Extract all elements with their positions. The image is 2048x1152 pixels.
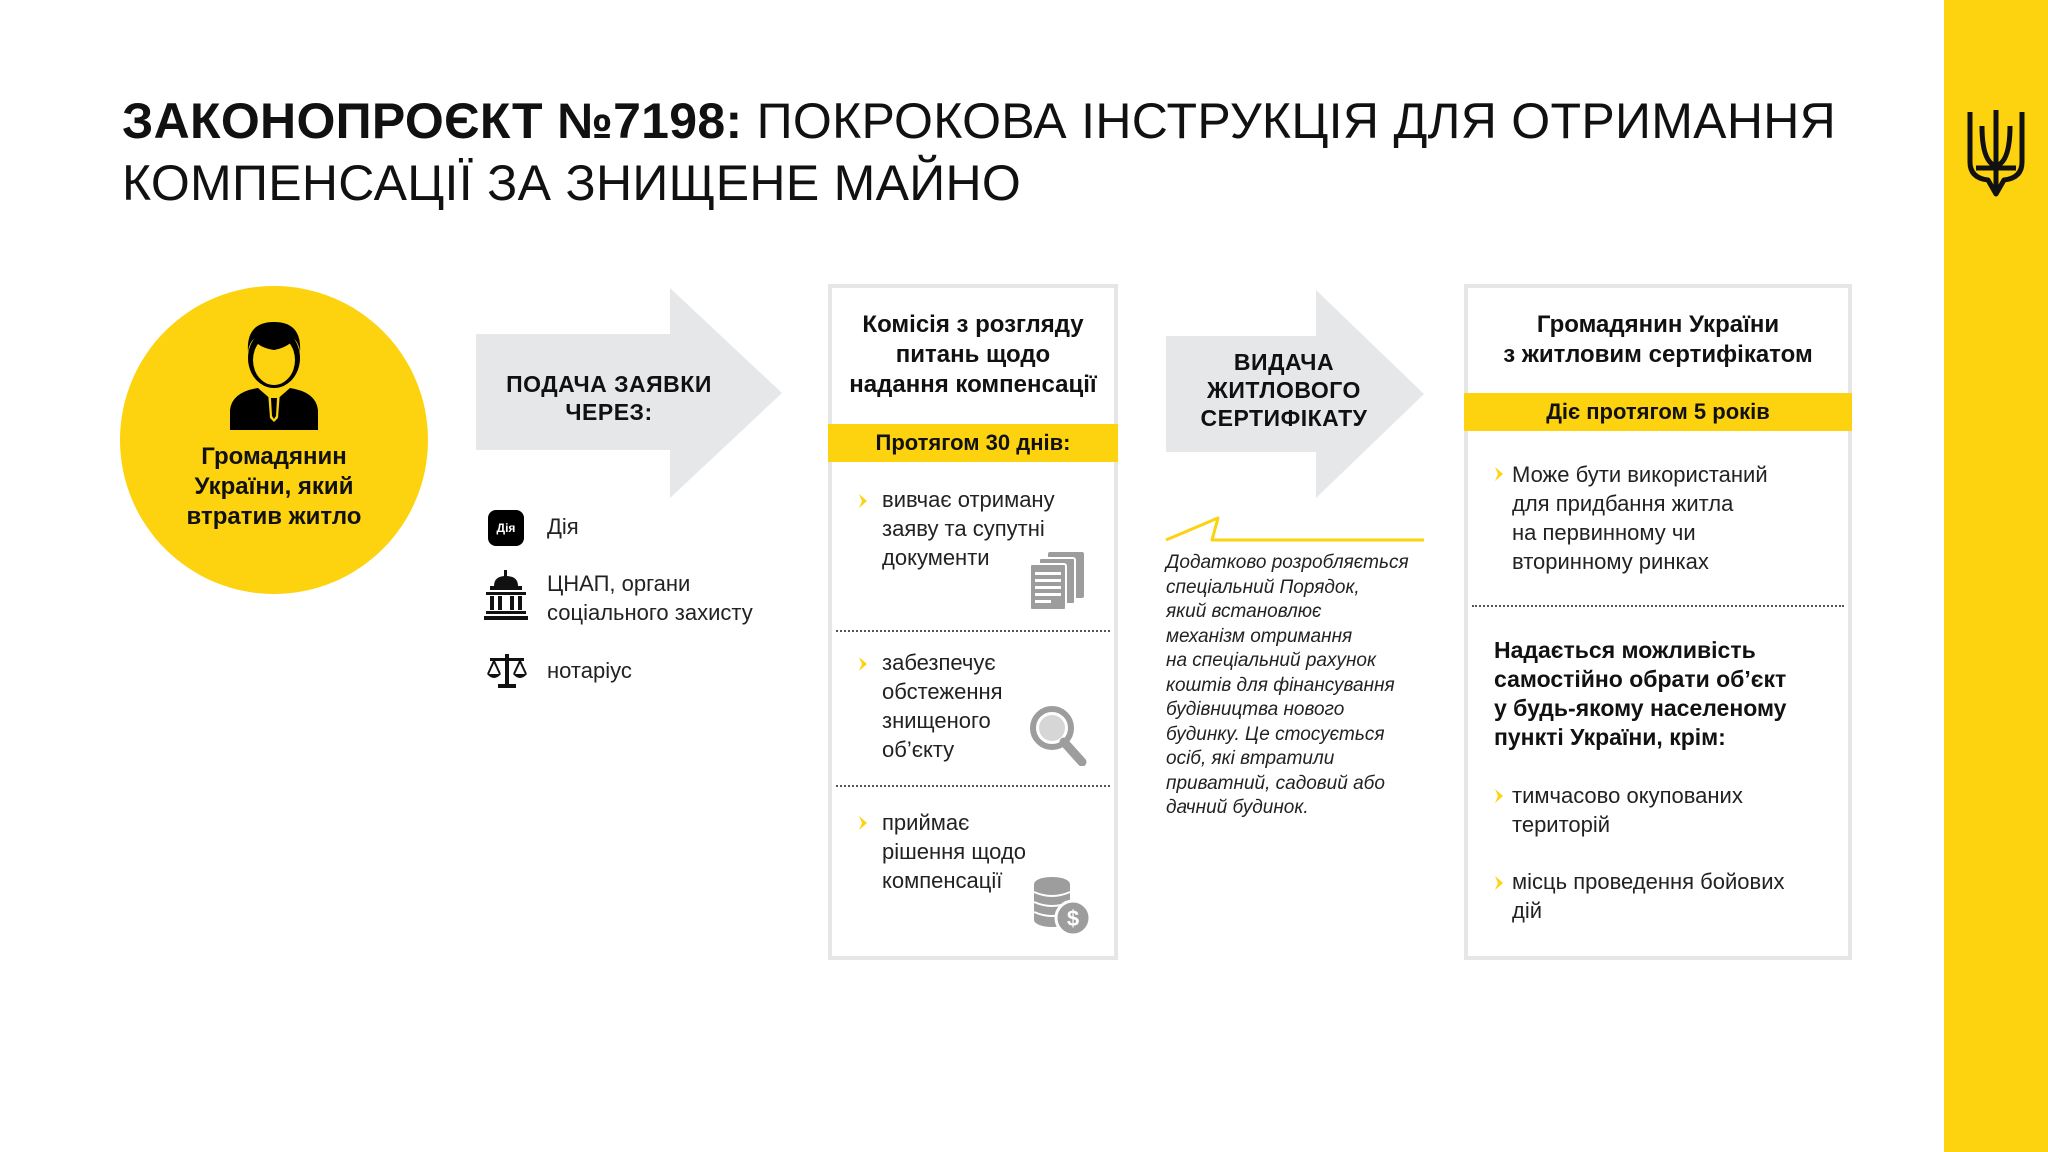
- chevron-right-icon: [1494, 876, 1504, 890]
- certificate-title: Громадянин України з житловим сертифікатом: [1503, 311, 1813, 368]
- commission-title: Комісія з розгляду питань щодо надання компенсації: [849, 311, 1097, 398]
- certificate-usage: Може бути використаний для придбання житла на первинному чи вторинному ринках: [1512, 462, 1768, 574]
- exception-occupied: тимчасово окупованих територій: [1512, 783, 1743, 837]
- commission-item-2: забезпечує обстеження знищеного об’єкту: [882, 650, 1003, 762]
- commission-item-3: приймає рішення щодо компенсації: [882, 810, 1027, 893]
- title-rest: ПОКРОКОВА ІНСТРУКЦІЯ ДЛЯ ОТРИМАННЯ: [742, 93, 1837, 149]
- commission-item-1: вивчає отриману заяву та супутні документи: [882, 487, 1055, 570]
- scales-icon: [486, 652, 528, 690]
- region-heading: Надається можливість самостійно обрати об’єкт у будь-якому населеному пункті України, крім:: [1494, 637, 1787, 750]
- callout-line: [1164, 512, 1426, 542]
- step2-label: ВИДАЧА ЖИТЛОВОГО СЕРТИФІКАТУ: [1200, 349, 1368, 431]
- separator: [1472, 605, 1844, 607]
- additional-note: Додатково розробляється спеціальний Порядок, який встановлює механізм отримання на спеціальний рахунок коштів для фінансування будівництва нового будинку. Це стосується осіб, які втратили приватний, садовий або дачний будинок.: [1166, 552, 1409, 818]
- magnifier-icon: [1028, 704, 1088, 766]
- person-icon: [224, 318, 324, 430]
- title-line2: КОМПЕНСАЦІЇ ЗА ЗНИЩЕНЕ МАЙНО: [122, 155, 1022, 211]
- certificate-term: Діє протягом 5 років: [1464, 393, 1852, 431]
- certificate-box: [1464, 284, 1852, 960]
- citizen-label: Громадянин України, який втратив житло: [186, 443, 362, 530]
- coins-icon: [1032, 876, 1092, 936]
- exception-combat: місць проведення бойових дій: [1512, 869, 1785, 923]
- chevron-right-icon: [858, 657, 868, 671]
- chevron-right-icon: [1494, 467, 1504, 481]
- title-bold: ЗАКОНОПРОЄКТ №7198:: [122, 93, 743, 149]
- documents-icon: [1030, 552, 1090, 612]
- channel-notary: нотаріус: [547, 658, 632, 683]
- trident-icon: [1966, 106, 2026, 200]
- government-building-icon: [484, 570, 528, 620]
- separator: [836, 630, 1110, 632]
- diia-icon: Дія: [488, 510, 524, 546]
- step1-label: ПОДАЧА ЗАЯВКИ ЧЕРЕЗ:: [506, 371, 712, 425]
- svg-text:$: $: [1066, 906, 1080, 931]
- chevron-right-icon: [1494, 789, 1504, 803]
- channel-tsnap: ЦНАП, органи соціального захисту: [547, 571, 753, 625]
- page-title: [122, 90, 1902, 214]
- separator: [836, 785, 1110, 787]
- commission-term: Протягом 30 днів:: [828, 424, 1118, 462]
- chevron-right-icon: [858, 816, 868, 830]
- channel-diia: Дія: [547, 514, 579, 539]
- chevron-right-icon: [858, 494, 868, 508]
